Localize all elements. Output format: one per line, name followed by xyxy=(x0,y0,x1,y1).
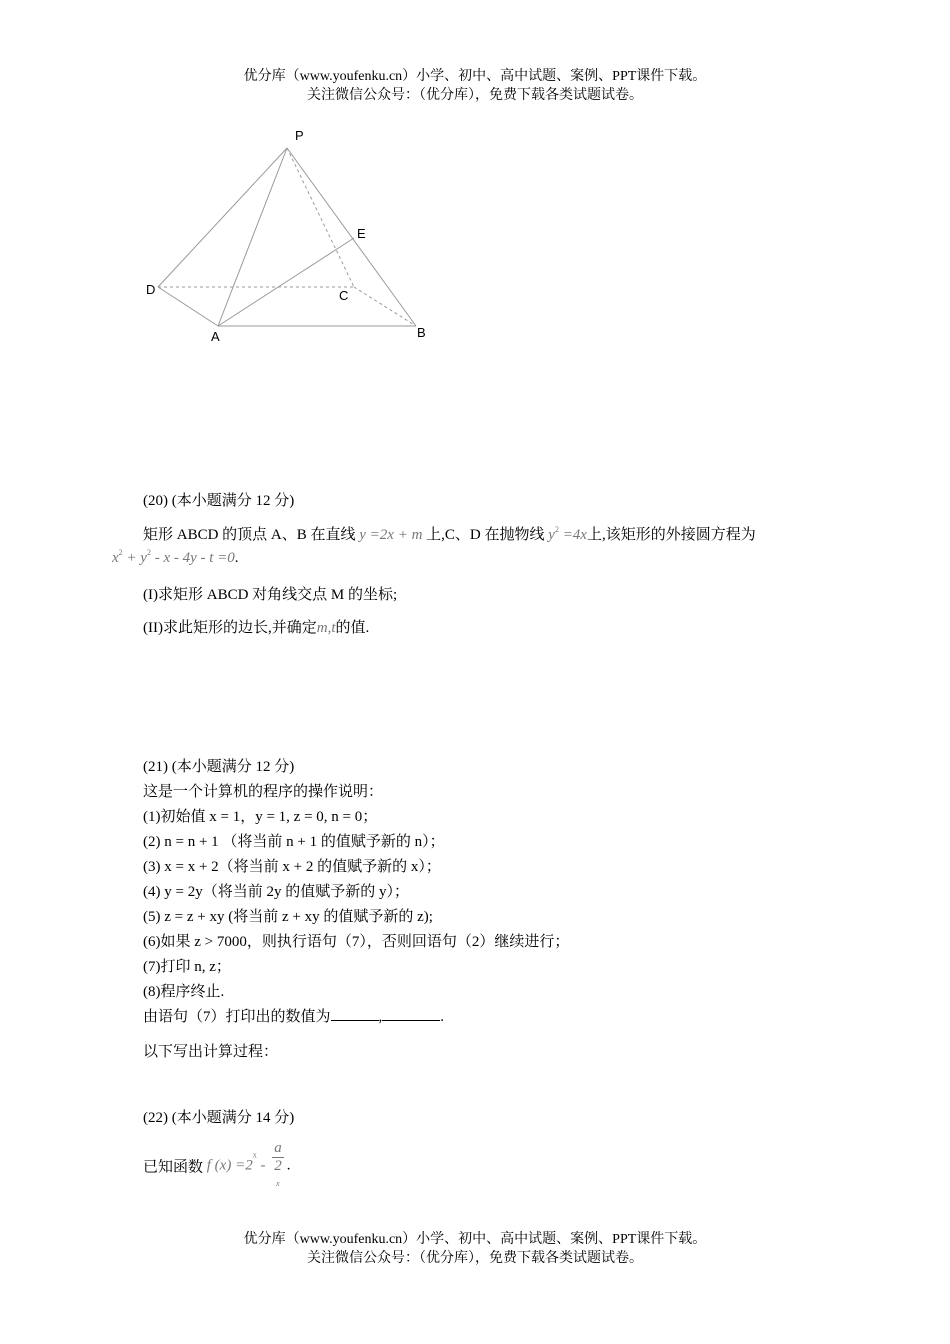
q20-stem-line-2: $x^2 + y^2 - x - 4y - t =0$. xyxy=(112,548,239,566)
edge-PC xyxy=(287,148,354,287)
q21-work-prompt: 以下写出计算过程： xyxy=(143,1044,279,1060)
q21-step-6: (6)如果 z > 7000，则执行语句（7），否则回语句（2）继续进行； xyxy=(143,934,570,950)
pyramid-figure xyxy=(140,125,440,350)
edge-AE xyxy=(218,238,354,326)
answer-blank-2[interactable] xyxy=(382,1007,440,1021)
line-equation: y =2x + m xyxy=(359,527,423,543)
circle-equation: - x - 4y - t =0 xyxy=(150,550,235,566)
q21-title: (21) (本小题满分 12 分) xyxy=(143,759,295,775)
header-line-2: 关注微信公众号：（优分库），免费下载各类试题试卷。 xyxy=(307,88,643,103)
edge-PA xyxy=(218,148,287,326)
q21-step-8: (8)程序终止. xyxy=(143,984,225,1000)
vertex-label-D: D xyxy=(146,282,156,297)
q21-intro: 这是一个计算机的程序的操作说明： xyxy=(143,784,384,800)
q20-stem-line-1: 矩形 ABCD 的顶点 A、B 在直线 y =2x + m 上,C、D 在抛物线 $y^2 =4x$上,该矩形的外接圆方程为 xyxy=(143,525,756,543)
vertex-label-A: A xyxy=(211,329,220,344)
vertex-label-E: E xyxy=(357,226,366,241)
q22-stem: 已知函数 f $(x) =2^x$ - a 2 x . xyxy=(143,1140,290,1192)
header-line-1: 优分库（www.youfenku.cn）小学、初中、高中试题、案例、PPT课件下载。 xyxy=(243,69,707,84)
q20-title: (20) (本小题满分 12 分) xyxy=(143,493,295,509)
q22-title: (22) (本小题满分 14 分) xyxy=(143,1110,295,1126)
footer-line-2: 关注微信公众号：（优分库），免费下载各类试题试卷。 xyxy=(307,1251,643,1266)
footer-line-1: 优分库（www.youfenku.cn）小学、初中、高中试题、案例、PPT课件下载。 xyxy=(243,1232,707,1247)
vertex-label-P: P xyxy=(295,128,304,143)
q21-step-4: (4) y = 2y（将当前 2y 的值赋予新的 y）； xyxy=(143,884,409,900)
q21-step-7: (7)打印 n, z； xyxy=(143,959,231,975)
q20-part-2: (II)求此矩形的边长,并确定m,t的值. xyxy=(143,620,370,636)
edge-DA xyxy=(158,287,218,326)
edge-CB xyxy=(354,287,416,326)
q21-step-5: (5) z = z + xy (将当前 z + xy 的值赋予新的 z); xyxy=(143,909,433,925)
answer-blank-1[interactable] xyxy=(331,1007,379,1021)
vertex-label-C: C xyxy=(339,288,349,303)
edge-PB xyxy=(287,148,416,326)
edge-PD xyxy=(158,148,287,287)
q21-step-2: (2) n = n + 1 （将当前 n + 1 的值赋予新的 n）； xyxy=(143,834,445,850)
q21-step-3: (3) x = x + 2（将当前 x + 2 的值赋予新的 x）； xyxy=(143,859,441,875)
vertex-label-B: B xyxy=(417,325,426,340)
q21-step-1: (1)初始值 x = 1，y = 1, z = 0, n = 0； xyxy=(143,809,378,825)
q20-part-1: (I)求矩形 ABCD 对角线交点 M 的坐标; xyxy=(143,587,398,603)
q21-result: 由语句（7）打印出的数值为 , . xyxy=(143,1009,445,1025)
fraction-a-over-2x: a 2 x xyxy=(274,1140,282,1188)
parabola-equation: =4x xyxy=(558,527,587,543)
